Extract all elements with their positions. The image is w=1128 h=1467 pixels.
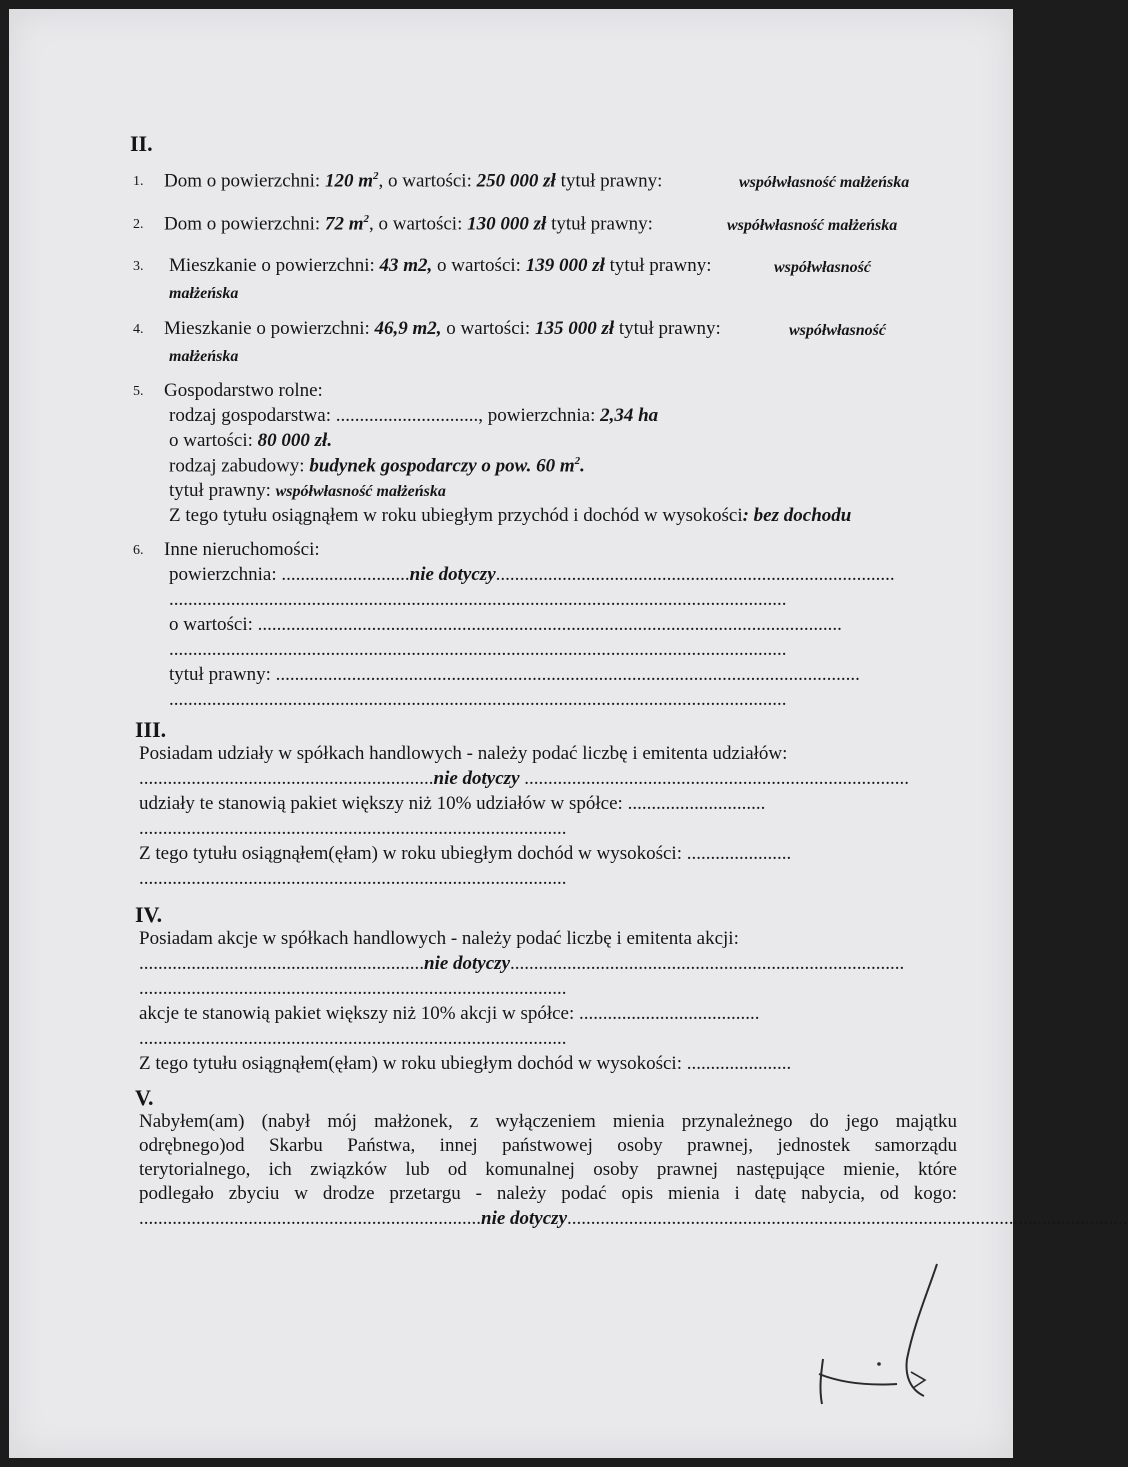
dotted-line: .......................................................................................... [139, 868, 567, 889]
acquisition-answer-line: ........................................................................nie dotyczy...................................................................................................................... [139, 1208, 1128, 1229]
other-area-line: powierzchnia: ...........................nie dotyczy.................................................................................... [169, 564, 895, 585]
dotted-line: .................................................................................................................................. [169, 589, 787, 610]
item-number: 2. [133, 217, 144, 232]
item-number: 3. [133, 259, 144, 274]
dotted-line: .......................................................................................... [139, 978, 567, 999]
property-item-2: Dom o powierzchni: 72 $m^2$, o wartości: 130 000 zł tytuł prawny: [164, 213, 653, 235]
shares-packet-line: udziały te stanowią pakiet większy niż 10% udziałów w spółce: ............................. [139, 793, 766, 814]
acquisition-text-line: podlegało zbyciu w drodze przetargu - należy podać opis mienia i datę nabycia, od kogo: [139, 1183, 957, 1204]
stocks-answer-line: ............................................................nie dotyczy................................................................................... [139, 953, 905, 974]
other-value-line: o wartości: ........................................................................................................................... [169, 614, 842, 635]
dotted-line: .......................................................................................... [139, 818, 567, 839]
property-title-cont: małżeńska [169, 348, 239, 365]
property-item-4: Mieszkanie o powierzchni: 46,9 m2, o wartości: 135 000 zł tytuł prawny: [164, 318, 721, 339]
dotted-line: .................................................................................................................................. [169, 639, 787, 660]
dotted-line: .......................................................................................... [139, 1028, 567, 1049]
farm-label: Gospodarstwo rolne: [164, 380, 323, 401]
property-title: współwłasność małżeńska [727, 217, 898, 234]
stocks-income-line: Z tego tytułu osiągnąłem(ęłam) w roku ubiegłym dochód w wysokości: ...................... [139, 1053, 792, 1074]
property-title: współwłasność [789, 322, 886, 339]
other-label: Inne nieruchomości: [164, 539, 320, 560]
acquisition-text-line: odrębnego)od Skarbu Państwa, innej państwowej osoby prawnej, jednostek samorządu [139, 1135, 957, 1156]
farm-income-line: Z tego tytułu osiągnąłem w roku ubiegłym przychód i dochód w wysokości: bez dochodu [169, 505, 852, 526]
acquisition-text-line: Nabyłem(am) (nabył mój małżonek, z wyłączeniem mienia przynależnego do jego majątku [139, 1111, 957, 1132]
shares-answer-line: ..............................................................nie dotyczy ................................................................................. [139, 768, 910, 789]
item-number: 6. [133, 543, 144, 558]
property-title: współwłasność małżeńska [739, 174, 910, 191]
farm-building-line: rodzaj zabudowy: budynek gospodarczy o pow. 60 $m^2$. [169, 455, 585, 477]
section-4-heading: IV. [135, 902, 163, 927]
farm-value-line: o wartości: 80 000 zł. [169, 430, 333, 451]
property-item-3: Mieszkanie o powierzchni: 43 m2, o wartości: 139 000 zł tytuł prawny: [169, 255, 712, 276]
item-number: 1. [133, 174, 144, 189]
property-item-1: Dom o powierzchni: 120 $m^2$, o wartości: 250 000 zł tytuł prawny: [164, 170, 663, 192]
dotted-line: .................................................................................................................................. [169, 689, 787, 710]
property-title-cont: małżeńska [169, 285, 239, 302]
stocks-packet-line: akcje te stanowią pakiet większy niż 10% akcji w spółce: ...................................... [139, 1003, 760, 1024]
acquisition-text-line: terytorialnego, ich związków lub od komunalnej osoby prawnej następujące mienie, które [139, 1159, 957, 1180]
shares-income-line: Z tego tytułu osiągnąłem(ęłam) w roku ubiegłym dochód w wysokości: ...................... [139, 843, 792, 864]
section-5-heading: V. [135, 1085, 154, 1110]
item-number: 4. [133, 322, 144, 337]
farm-title-line: tytuł prawny: współwłasność małżeńska [169, 480, 446, 501]
stocks-question: Posiadam akcje w spółkach handlowych - należy podać liczbę i emitenta akcji: [139, 928, 739, 949]
farm-type-line: rodzaj gospodarstwa: .............................., powierzchnia: 2,34 ha [169, 405, 659, 426]
property-title: współwłasność [774, 259, 871, 276]
shares-question: Posiadam udziały w spółkach handlowych - należy podać liczbę i emitenta udziałów: [139, 743, 788, 764]
document-page [9, 9, 1128, 1458]
item-number: 5. [133, 384, 144, 399]
section-3-heading: III. [135, 717, 167, 742]
other-title-line: tytuł prawny: ........................................................................................................................... [169, 664, 860, 685]
section-2-heading: II. [130, 131, 153, 156]
handwritten-signature [809, 1264, 949, 1414]
